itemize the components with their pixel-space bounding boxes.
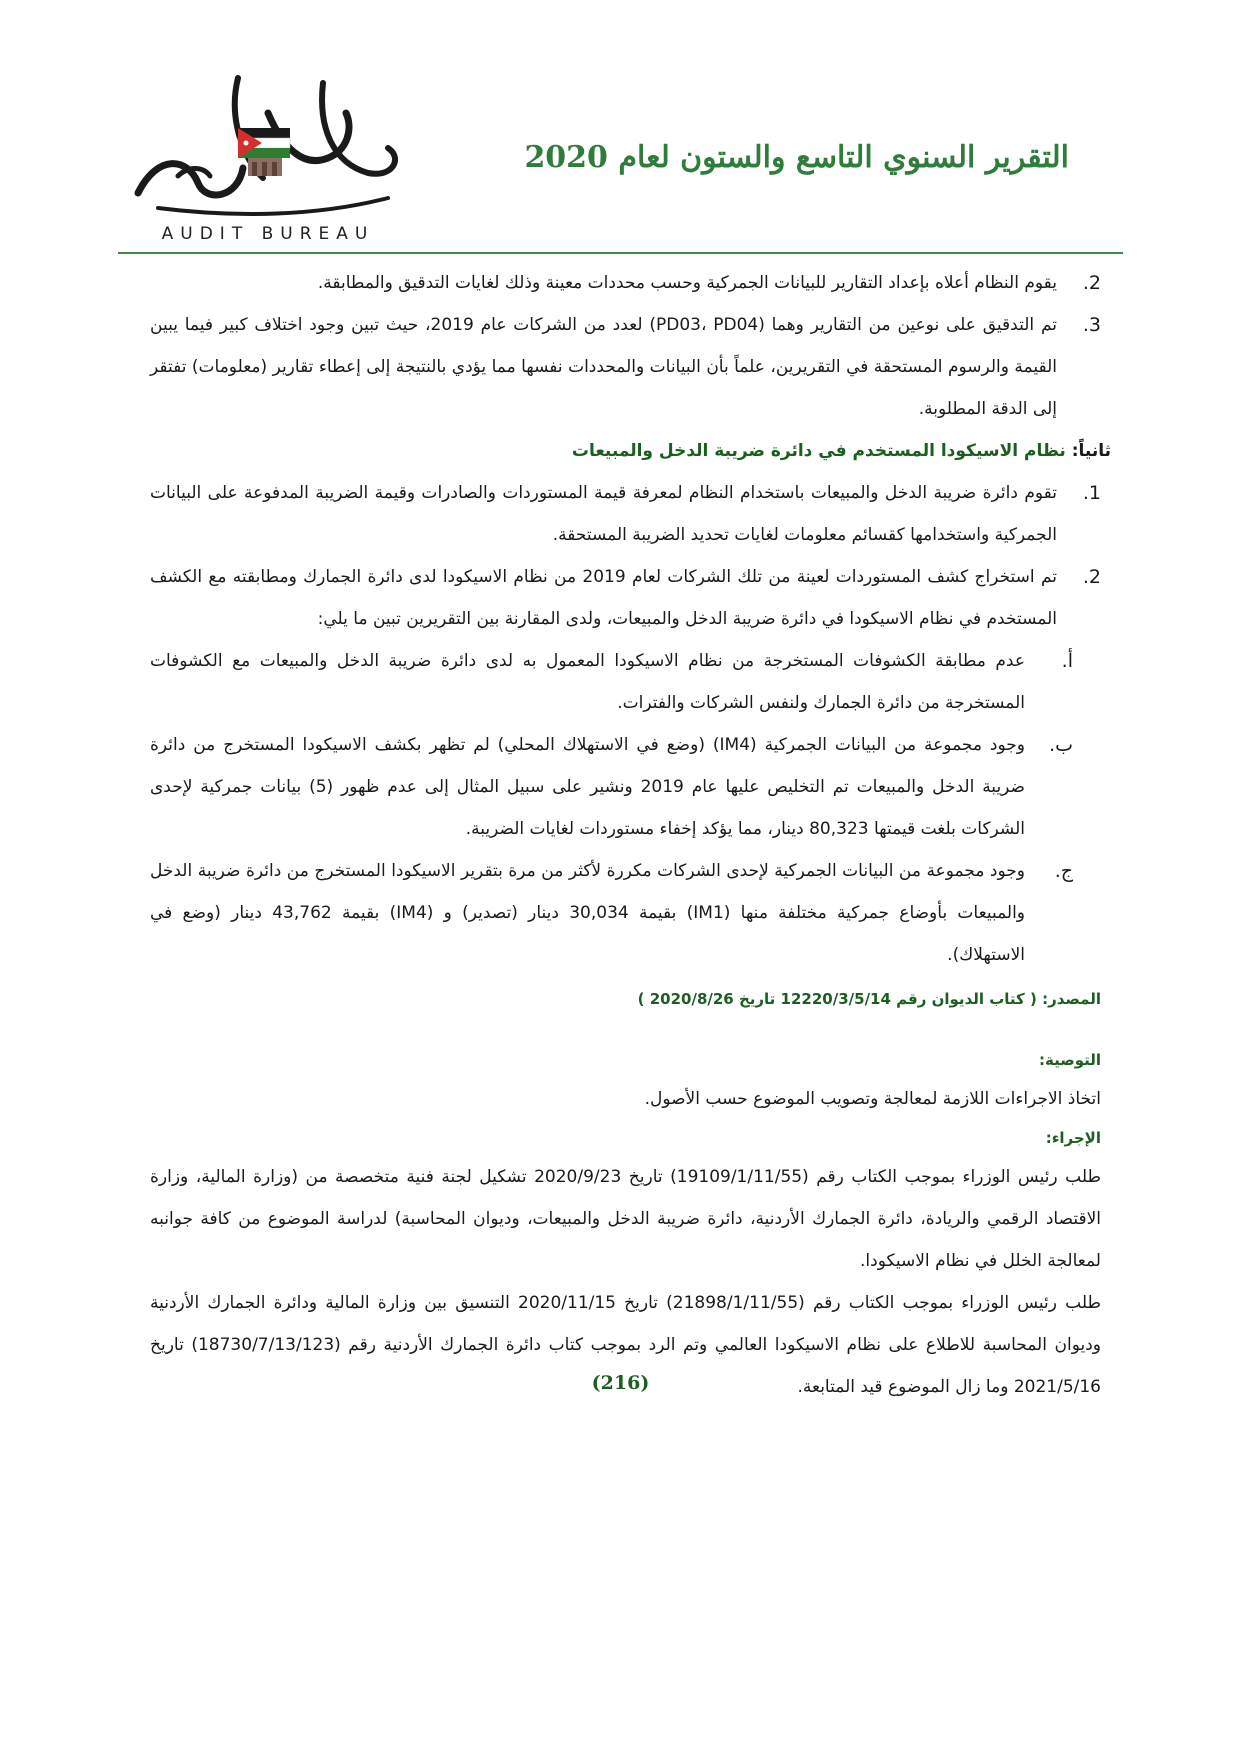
item-number: ج.: [1054, 860, 1073, 882]
item-text: تم استخراج كشف المستوردات لعينة من تلك الشركات لعام 2019 من نظام الاسيكودا لدى دائرة الجمارك ومطابقته مع الكشف المستخدم في نظام الاسيكودا في دائرة ضريبة الدخل والمبيعات، ولدى المقارنة بين التقريرين تبين ما يلي:: [150, 567, 1057, 629]
list-item: [150, 304, 1101, 430]
logo-text: AUDIT BUREAU: [161, 224, 375, 244]
item-number: 2.: [1082, 566, 1101, 588]
report-body: [150, 262, 1111, 1408]
sub-list-item: [150, 724, 1073, 850]
item-number: 1.: [1082, 482, 1101, 504]
page-number: (216): [591, 1372, 650, 1394]
item-text: عدم مطابقة الكشوفات المستخرجة من نظام الاسيكودا المعمول به لدى دائرة ضريبة الدخل والمبيعات مع الكشوفات المستخرجة من دائرة الجمارك ولنفس الشركات والفترات.: [150, 651, 1025, 713]
recommendation-text: اتخاذ الاجراءات اللازمة لمعالجة وتصويب الموضوع حسب الأصول.: [644, 1089, 1101, 1109]
item-text: تم التدقيق على نوعين من التقارير وهما (PD03، PD04) لعدد من الشركات عام 2019، حيث تبين وجود اختلاف كبير فيما يبين القيمة والرسوم المستحقة في التقريرين، علماً بأن البيانات والمحددات نفسها مما يؤدي بالنتيجة إلى إعطاء تقارير (معلومات) تفتقر إلى الدقة المطلوبة.: [150, 315, 1057, 419]
section-label: ثانياً:: [1071, 441, 1111, 461]
audit-bureau-logo: [118, 58, 418, 248]
list-item: [150, 472, 1101, 556]
list-item: [150, 556, 1101, 640]
action-label: الإجراء:: [1045, 1129, 1101, 1147]
item-text: وجود مجموعة من البيانات الجمركية (IM4) (وضع في الاستهلاك المحلي) لم تظهر بكشف الاسيكودا المستخرج من دائرة ضريبة الدخل والمبيعات تم التخليص عليها عام 2019 ونشير على سبيل المثال إلى عدم ظهور (5) بيانات جمركية لإحدى الشركات بلغت قيمتها 80,323 دينار، مما يؤكد إخفاء مستوردات لغايات الضريبة.: [150, 735, 1025, 839]
recommendation-label: التوصية:: [1038, 1051, 1101, 1069]
sub-list-item: [150, 640, 1073, 724]
action-paragraph: طلب رئيس الوزراء بموجب الكتاب رقم (21898/1/11/55) تاريخ 2020/11/15 التنسيق بين وزارة المالية ودائرة الجمارك الأردنية وديوان المحاسبة للاطلاع على نظام الاسيكودا العالمي وتم الرد بموجب كتاب دائرة الجمارك الأردنية رقم (18730/7/13/123) تاريخ 2021/5/16 وما زال الموضوع قيد المتابعة.: [150, 1293, 1101, 1397]
action-paragraph: طلب رئيس الوزراء بموجب الكتاب رقم (19109/1/11/55) تاريخ 2020/9/23 تشكيل لجنة فنية متخصصة من (وزارة المالية، وزارة الاقتصاد الرقمي والريادة، دائرة الجمارك الأردنية، دائرة ضريبة الدخل والمبيعات، وديوان المحاسبة) لدراسة الموضوع من كافة جوانبه لمعالجة الخلل في نظام الاسيكودا.: [150, 1167, 1101, 1271]
report-title: التقرير السنوي التاسع والستون لعام 2020: [524, 140, 1069, 175]
item-text: تقوم دائرة ضريبة الدخل والمبيعات باستخدام النظام لمعرفة قيمة المستوردات والصادرات وقيمة الضريبة المدفوعة على البيانات الجمركية واستخدامها كقسائم معلومات لغايات تحديد الضريبة المستحقة.: [150, 483, 1057, 545]
list-item: [150, 262, 1101, 304]
source-citation: المصدر: ( كتاب الديوان رقم 12220/3/5/14 تاريخ 2020/8/26 ): [637, 990, 1101, 1008]
section-heading: [150, 430, 1111, 472]
item-text: يقوم النظام أعلاه بإعداد التقارير للبيانات الجمركية وحسب محددات معينة وذلك لغايات التدقيق والمطابقة.: [317, 273, 1057, 293]
item-number: ب.: [1049, 734, 1073, 756]
header-divider: [118, 252, 1123, 254]
item-number: 2.: [1082, 272, 1101, 294]
item-number: أ.: [1061, 650, 1073, 672]
sub-list-item: [150, 850, 1073, 976]
calligraphy-emblem-icon: [118, 58, 418, 228]
section-title: نظام الاسيكودا المستخدم في دائرة ضريبة الدخل والمبيعات: [571, 441, 1066, 461]
item-text: وجود مجموعة من البيانات الجمركية لإحدى الشركات مكررة لأكثر من مرة بتقرير الاسيكودا المستخرج من دائرة ضريبة الدخل والمبيعات بأوضاع جمركية مختلفة منها (IM1) بقيمة 30,034 دينار (تصدير) و (IM4) بقيمة 43,762 دينار (وضع في الاستهلاك).: [150, 861, 1026, 965]
item-number: 3.: [1082, 314, 1101, 336]
